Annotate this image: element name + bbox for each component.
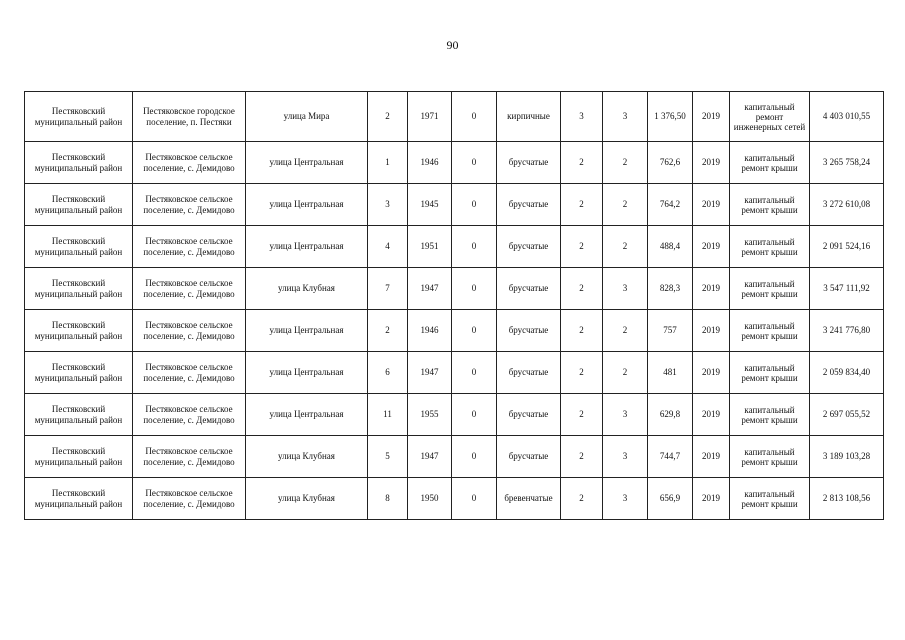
house-cell: 8 [368, 478, 408, 520]
work-cell: капитальный ремонт крыши [730, 184, 810, 226]
cost-cell: 2 697 055,52 [810, 394, 884, 436]
house-cell: 4 [368, 226, 408, 268]
entrances-cell: 3 [603, 268, 648, 310]
year-cell: 1946 [408, 310, 452, 352]
material-cell: кирпичные [497, 92, 561, 142]
settlement-cell: Пестяковское сельское поселение, с. Демидово [133, 226, 246, 268]
floors-cell: 2 [561, 478, 603, 520]
plan-year-cell: 2019 [693, 142, 730, 184]
table-row [25, 352, 884, 394]
year-cell: 1951 [408, 226, 452, 268]
entrances-cell: 2 [603, 310, 648, 352]
entrances-cell: 3 [603, 478, 648, 520]
zero-cell: 0 [452, 478, 497, 520]
material-cell: брусчатые [497, 352, 561, 394]
cost-cell: 3 272 610,08 [810, 184, 884, 226]
plan-year-cell: 2019 [693, 92, 730, 142]
year-cell: 1947 [408, 268, 452, 310]
plan-year-cell: 2019 [693, 478, 730, 520]
year-cell: 1950 [408, 478, 452, 520]
material-cell: брусчатые [497, 310, 561, 352]
table-row [25, 268, 884, 310]
area-cell: 629,8 [648, 394, 693, 436]
material-cell: брусчатые [497, 142, 561, 184]
plan-year-cell: 2019 [693, 184, 730, 226]
work-cell: капитальный ремонт крыши [730, 142, 810, 184]
street-cell: улица Центральная [246, 394, 368, 436]
floors-cell: 2 [561, 226, 603, 268]
house-cell: 3 [368, 184, 408, 226]
table-body [25, 92, 884, 520]
work-cell: капитальный ремонт крыши [730, 436, 810, 478]
cost-cell: 4 403 010,55 [810, 92, 884, 142]
work-cell: капитальный ремонт крыши [730, 226, 810, 268]
zero-cell: 0 [452, 226, 497, 268]
year-cell: 1946 [408, 142, 452, 184]
material-cell: брусчатые [497, 268, 561, 310]
street-cell: улица Клубная [246, 478, 368, 520]
cost-cell: 3 265 758,24 [810, 142, 884, 184]
floors-cell: 2 [561, 184, 603, 226]
work-cell: капитальный ремонт крыши [730, 478, 810, 520]
entrances-cell: 2 [603, 226, 648, 268]
zero-cell: 0 [452, 310, 497, 352]
street-cell: улица Центральная [246, 352, 368, 394]
street-cell: улица Центральная [246, 310, 368, 352]
work-cell: капитальный ремонт крыши [730, 352, 810, 394]
area-cell: 828,3 [648, 268, 693, 310]
district-cell: Пестяковский муниципальный район [25, 226, 133, 268]
floors-cell: 3 [561, 92, 603, 142]
entrances-cell: 2 [603, 142, 648, 184]
table-row [25, 436, 884, 478]
area-cell: 764,2 [648, 184, 693, 226]
table-row [25, 226, 884, 268]
house-cell: 6 [368, 352, 408, 394]
floors-cell: 2 [561, 394, 603, 436]
plan-year-cell: 2019 [693, 310, 730, 352]
material-cell: брусчатые [497, 184, 561, 226]
floors-cell: 2 [561, 310, 603, 352]
year-cell: 1947 [408, 436, 452, 478]
plan-year-cell: 2019 [693, 268, 730, 310]
district-cell: Пестяковский муниципальный район [25, 394, 133, 436]
area-cell: 481 [648, 352, 693, 394]
zero-cell: 0 [452, 268, 497, 310]
entrances-cell: 3 [603, 394, 648, 436]
material-cell: брусчатые [497, 226, 561, 268]
settlement-cell: Пестяковское сельское поселение, с. Демидово [133, 268, 246, 310]
plan-year-cell: 2019 [693, 436, 730, 478]
plan-year-cell: 2019 [693, 394, 730, 436]
plan-year-cell: 2019 [693, 352, 730, 394]
floors-cell: 2 [561, 436, 603, 478]
house-cell: 1 [368, 142, 408, 184]
cost-cell: 2 091 524,16 [810, 226, 884, 268]
work-cell: капитальный ремонт крыши [730, 394, 810, 436]
district-cell: Пестяковский муниципальный район [25, 92, 133, 142]
entrances-cell: 3 [603, 436, 648, 478]
material-cell: брусчатые [497, 394, 561, 436]
entrances-cell: 2 [603, 184, 648, 226]
floors-cell: 2 [561, 142, 603, 184]
area-cell: 488,4 [648, 226, 693, 268]
page-number: 90 [446, 38, 459, 52]
house-cell: 2 [368, 310, 408, 352]
year-cell: 1947 [408, 352, 452, 394]
street-cell: улица Клубная [246, 436, 368, 478]
housing-repair-table [24, 91, 884, 520]
zero-cell: 0 [452, 352, 497, 394]
table-row [25, 478, 884, 520]
plan-year-cell: 2019 [693, 226, 730, 268]
street-cell: улица Клубная [246, 268, 368, 310]
material-cell: брусчатые [497, 436, 561, 478]
district-cell: Пестяковский муниципальный район [25, 310, 133, 352]
area-cell: 744,7 [648, 436, 693, 478]
cost-cell: 2 813 108,56 [810, 478, 884, 520]
year-cell: 1971 [408, 92, 452, 142]
zero-cell: 0 [452, 184, 497, 226]
table-row [25, 310, 884, 352]
settlement-cell: Пестяковское городское поселение, п. Пестяки [133, 92, 246, 142]
floors-cell: 2 [561, 352, 603, 394]
house-cell: 5 [368, 436, 408, 478]
district-cell: Пестяковский муниципальный район [25, 184, 133, 226]
cost-cell: 3 241 776,80 [810, 310, 884, 352]
material-cell: бревенчатые [497, 478, 561, 520]
area-cell: 656,9 [648, 478, 693, 520]
district-cell: Пестяковский муниципальный район [25, 436, 133, 478]
entrances-cell: 2 [603, 352, 648, 394]
house-cell: 7 [368, 268, 408, 310]
cost-cell: 3 189 103,28 [810, 436, 884, 478]
cost-cell: 2 059 834,40 [810, 352, 884, 394]
zero-cell: 0 [452, 142, 497, 184]
work-cell: капитальный ремонт крыши [730, 268, 810, 310]
house-cell: 11 [368, 394, 408, 436]
year-cell: 1945 [408, 184, 452, 226]
settlement-cell: Пестяковское сельское поселение, с. Демидово [133, 478, 246, 520]
settlement-cell: Пестяковское сельское поселение, с. Демидово [133, 394, 246, 436]
entrances-cell: 3 [603, 92, 648, 142]
table-row [25, 184, 884, 226]
district-cell: Пестяковский муниципальный район [25, 478, 133, 520]
street-cell: улица Центральная [246, 226, 368, 268]
floors-cell: 2 [561, 268, 603, 310]
area-cell: 757 [648, 310, 693, 352]
year-cell: 1955 [408, 394, 452, 436]
zero-cell: 0 [452, 92, 497, 142]
settlement-cell: Пестяковское сельское поселение, с. Демидово [133, 184, 246, 226]
district-cell: Пестяковский муниципальный район [25, 142, 133, 184]
street-cell: улица Мира [246, 92, 368, 142]
settlement-cell: Пестяковское сельское поселение, с. Демидово [133, 142, 246, 184]
area-cell: 1 376,50 [648, 92, 693, 142]
zero-cell: 0 [452, 394, 497, 436]
street-cell: улица Центральная [246, 184, 368, 226]
district-cell: Пестяковский муниципальный район [25, 268, 133, 310]
work-cell: капитальный ремонт инженерных сетей [730, 92, 810, 142]
settlement-cell: Пестяковское сельское поселение, с. Демидово [133, 352, 246, 394]
work-cell: капитальный ремонт крыши [730, 310, 810, 352]
zero-cell: 0 [452, 436, 497, 478]
table-row [25, 394, 884, 436]
house-cell: 2 [368, 92, 408, 142]
table-row [25, 92, 884, 142]
district-cell: Пестяковский муниципальный район [25, 352, 133, 394]
table-row [25, 142, 884, 184]
cost-cell: 3 547 111,92 [810, 268, 884, 310]
settlement-cell: Пестяковское сельское поселение, с. Демидово [133, 436, 246, 478]
area-cell: 762,6 [648, 142, 693, 184]
settlement-cell: Пестяковское сельское поселение, с. Демидово [133, 310, 246, 352]
street-cell: улица Центральная [246, 142, 368, 184]
